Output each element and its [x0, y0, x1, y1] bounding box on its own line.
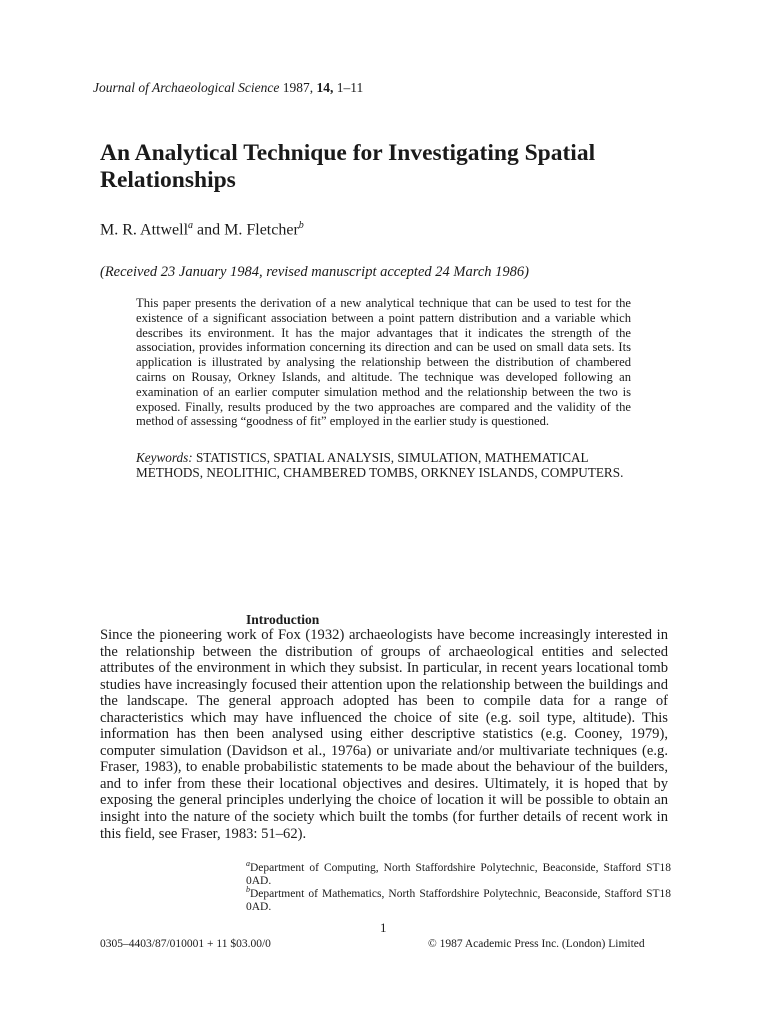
keywords-label: Keywords: [136, 450, 193, 465]
page-number: 1 [380, 920, 387, 935]
received-text: (Received 23 January 1984, revised manuscript accepted 24 March 1986) [100, 264, 529, 280]
footnote-b-mark: b [246, 885, 250, 894]
author-2: M. Fletcher [224, 221, 299, 239]
journal-year: 1987, [282, 80, 314, 95]
footnote-a-text: Department of Computing, North Staffordshire Polytechnic, Beaconside, Stafford ST18 0AD. [246, 861, 671, 887]
introduction-paragraph: Since the pioneering work of Fox (1932) archaeologists have become increasingly interested in the relationship between the distribution of groups of archaeological entities and selected attributes of the environment in which they subsist. In particular, in recent years locational tomb studies have increasingly focused their attention upon the relationship between the buildings and the landscape. The general approach adopted has been to compile data for a range of characteristics which may have influenced the choice of site (e.g. soil type, altitude). This information has then been analysed using either descriptive statistics (e.g. Cooney, 1979), computer simulation (Davidson et al., 1976a) or univariate and/or multivariate techniques (e.g. Fraser, 1983), to enable probabilistic statements to be made about the behaviour of the builders, and to infer from these their locational objectives and desires. Ultimately, it is hoped that by exposing the general principles underlying the choice of location it will be possible to obtain an insight into the nature of the society which built the tombs (for further details of recent work in this field, see Fraser, 1983: 51–62). [100, 627, 668, 842]
section-heading-introduction: Introduction [246, 612, 320, 627]
copyright-notice: © 1987 Academic Press Inc. (London) Limited [428, 938, 645, 950]
journal-pages: 1–11 [336, 80, 364, 95]
author-1: M. R. Attwell [100, 221, 189, 239]
author-conjunction: and [197, 221, 221, 239]
article-code: 0305–4403/87/010001 + 11 $03.00/0 [100, 938, 271, 950]
author-2-affiliation: b [298, 220, 304, 231]
keywords-list: STATISTICS, SPATIAL ANALYSIS, SIMULATION, MATHEMATICAL METHODS, NEOLITHIC, CHAMBERED TOMBS, ORKNEY ISLANDS, COMPUTERS. [136, 450, 624, 481]
author-line [100, 220, 304, 239]
footnote-b-text: Department of Mathematics, North Staffordshire Polytechnic, Beaconside, Stafford ST18 0AD. [246, 887, 671, 913]
received-dates [100, 264, 529, 281]
footnote-b [246, 883, 671, 914]
journal-volume: 14, [316, 80, 334, 95]
abstract: This paper presents the derivation of a new analytical technique that can be used to test for the existence of a significant association between a point pattern distribution and a variable which describes its environment. It has the major advantages that it indicates the strength of the association, provides information concerning its direction and can be used on small data sets. Its application is illustrated by analysing the relationship between the distribution of chambered cairns on Rousay, Orkney Islands, and altitude. The technique was developed following an examination of an earlier computer simulation method and the relationship between the two is exposed. Finally, results produced by the two approaches are compared and the validity of the method of assessing “goodness of fit” employed in the earlier study is questioned. [136, 296, 631, 429]
author-1-affiliation: a [188, 220, 194, 231]
keywords-block [136, 450, 636, 480]
footnote-a-mark: a [246, 859, 250, 868]
article-title: An Analytical Technique for Investigating Spatial Relationships [100, 140, 596, 193]
journal-citation [93, 80, 363, 96]
journal-name: Journal of Archaeological Science [93, 80, 280, 95]
